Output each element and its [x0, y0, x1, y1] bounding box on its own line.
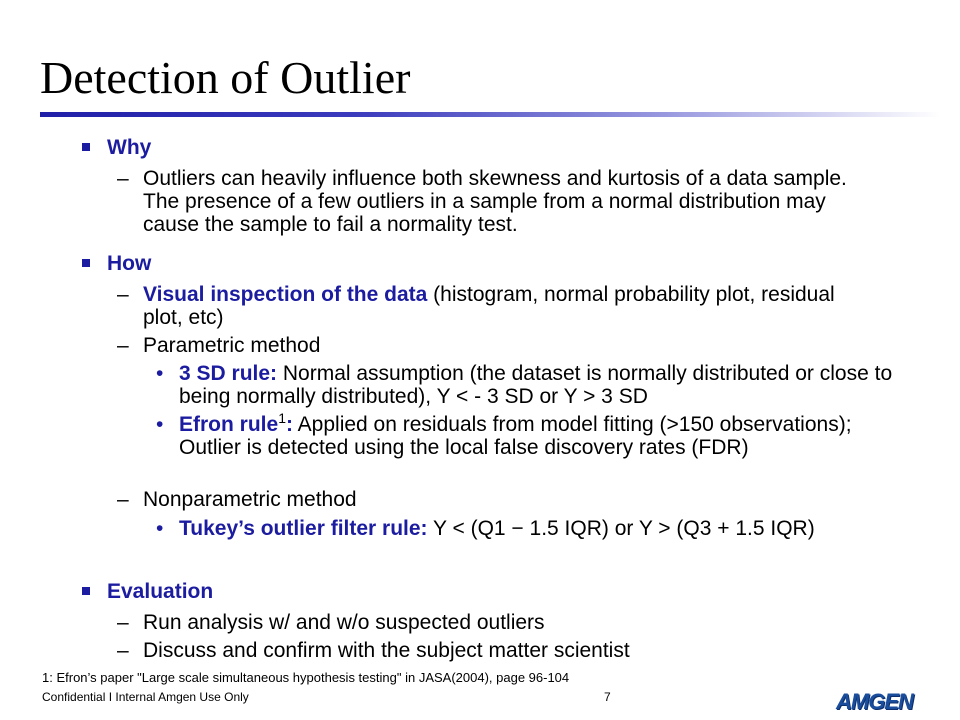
why-item: Outliers can heavily influence both skewness and kurtosis of a data sample. The presence of a few outliers in a sample from a normal distribution may cause the sample to fail a normality test.	[143, 167, 847, 236]
dash-bullet-icon: –	[117, 283, 129, 306]
section-heading-why: Why	[107, 136, 152, 159]
dot-bullet-icon: •	[156, 517, 164, 540]
tukey-rule-emphasis: Tukey’s outlier filter rule:	[179, 517, 428, 540]
dash-bullet-icon: –	[117, 611, 129, 634]
amgen-logo: AMGEN	[836, 689, 913, 714]
sd-rule-item	[179, 362, 894, 408]
dash-bullet-icon: –	[117, 639, 129, 662]
dash-bullet-icon: –	[117, 334, 129, 357]
sd-rule-emphasis: 3 SD rule:	[179, 362, 278, 385]
confidential-notice: Confidential I Internal Amgen Use Only	[42, 690, 249, 704]
evaluation-item-1: Run analysis w/ and w/o suspected outliers	[143, 611, 545, 634]
evaluation-item-2: Discuss and confirm with the subject matter scientist	[143, 639, 630, 662]
visual-emphasis: Visual inspection of the data	[143, 283, 428, 306]
efron-rule-item	[179, 410, 869, 459]
footnote-marker: 1	[278, 410, 286, 426]
dash-bullet-icon: –	[117, 488, 129, 511]
dot-bullet-icon: •	[156, 413, 164, 436]
efron-rule-rest: Applied on residuals from model fitting (>150 observations); Outlier is detected using the local false discovery rates (FDR)	[179, 413, 852, 459]
visual-rest: (histogram, normal probability plot, residual plot, etc)	[143, 283, 835, 329]
tukey-rule-item	[179, 517, 869, 540]
footnote: 1: Efron’s paper "Large scale simultaneous hypothesis testing" in JASA(2004), page 96-104	[42, 670, 570, 685]
how-visual-item	[143, 283, 863, 329]
dash-bullet-icon: –	[117, 167, 129, 190]
slide-title: Detection of Outlier	[40, 52, 411, 103]
tukey-rule-rest: Y < (Q1 − 1.5 IQR) or Y > (Q3 + 1.5 IQR)	[427, 517, 815, 540]
page-number: 7	[604, 690, 611, 704]
section-heading-how: How	[107, 252, 152, 275]
section-heading-evaluation: Evaluation	[107, 580, 214, 603]
efron-colon: :	[285, 413, 293, 436]
how-nonparametric-item: Nonparametric method	[143, 488, 357, 511]
efron-rule-emphasis: Efron rule	[179, 413, 279, 436]
square-bullet-icon	[82, 259, 90, 267]
square-bullet-icon	[82, 587, 90, 595]
how-parametric-item: Parametric method	[143, 334, 321, 357]
dot-bullet-icon: •	[156, 362, 164, 385]
sd-rule-rest: Normal assumption (the dataset is normally distributed or close to being normally distributed), Y < - 3 SD or Y > 3 SD	[179, 362, 893, 408]
square-bullet-icon	[82, 143, 90, 151]
